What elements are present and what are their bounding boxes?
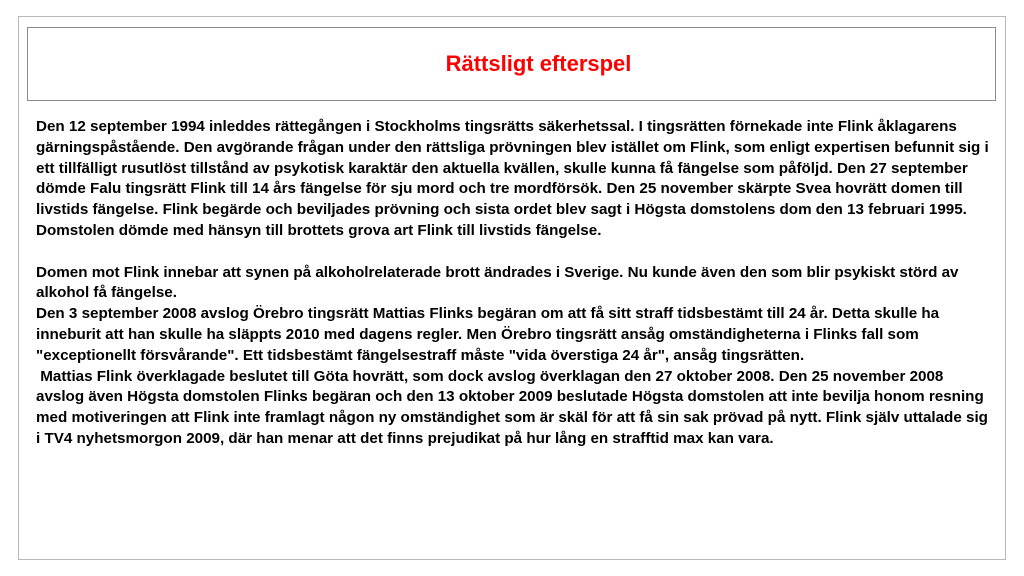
paragraph-appeal: Mattias Flink överklagade beslutet till Göta hovrätt, som dock avslog överklagan den 27 oktober 2008. Den 25 november 2008 avslog även Högsta domstolen Flinks begäran och den 13 oktober 2009 beslutade Högsta domstolen att inte bevilja honom resning med motiveringen att Flink inte framlagt någon ny omständighet som är skäl för att få sin sak prövad på nytt. Flink själv uttalade sig i TV4 nyhetsmorgon 2009, där han menar att det finns prejudikat på hur lång en strafftid max kan vara.	[36, 367, 993, 447]
slide-title: Rättsligt efterspel	[445, 51, 632, 76]
paragraph-trial: Den 12 september 1994 inleddes rättegången i Stockholms tingsrätts säkerhetssal. I tingsrätten förnekade inte Flink åklagarens gärningspåstående. Den avgörande frågan under den rättsliga prövningen blev istället om Flink, som enligt expertisen befunnit sig i ett tillfälligt rusutlöst tillstånd av psykotisk karaktär den aktuella kvällen, skulle kunna få fängelse som påföljd. Den 27 september dömde Falu tingsrätt Flink till 14 års fängelse för sju mord och tre mordförsök. Den 25 november skärpte Svea hovrätt domen till livstids fängelse. Flink begärde och beviljades prövning och sista ordet blev sagt i Högsta domstolens dom den 13 februari 1995. Domstolen dömde med hänsyn till brottets grova art Flink till livstids fängelse.	[36, 118, 994, 239]
title-box	[27, 27, 996, 101]
body-text	[36, 117, 994, 450]
paragraph-spacer	[36, 242, 991, 263]
paragraph-verdict-impact: Domen mot Flink innebar att synen på alkoholrelaterade brott ändrades i Sverige. Nu kunde även den som blir psykiskt störd av alkohol få fängelse.	[36, 263, 963, 302]
paragraph-orebro-ruling: Den 3 september 2008 avslog Örebro tingsrätt Mattias Flinks begäran om att få sitt straff tidsbestämt till 24 år. Detta skulle ha inneburit att han skulle ha släppts 2010 med dagens regler. Men Örebro tingsrätt ansåg omständigheterna i Flinks fall som "exceptionellt försvårande". Ett tidsbestämt fängelsestraff måste "vida överstiga 24 år", ansåg tingsrätten.	[36, 305, 944, 364]
